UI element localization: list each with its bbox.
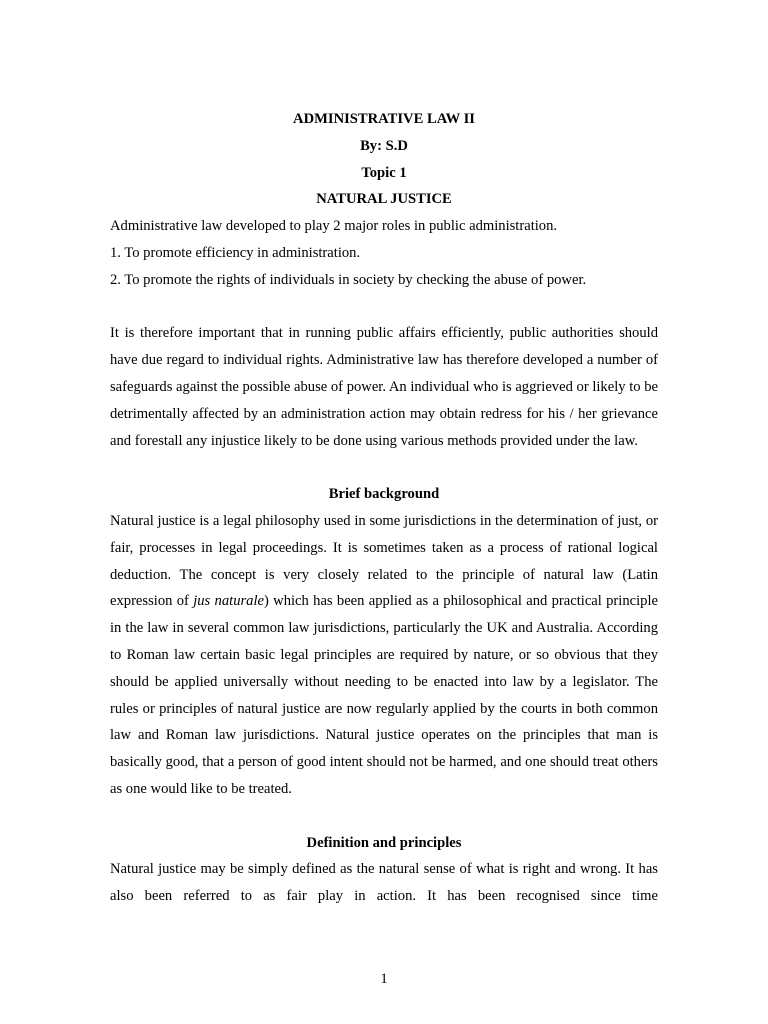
background-italic-term: jus naturale [193, 593, 264, 610]
background-text-part-1: Natural justice is a legal philosophy used in some jurisdictions in the determination of just, or fair, processes in legal proceedings. It is sometimes taken as a process of rational logical deduction. The concept is very closely related to the principle of natural law (Latin expression of [110, 512, 658, 610]
spacer [110, 803, 658, 830]
spacer [110, 454, 658, 481]
intro-lead: Administrative law developed to play 2 major roles in public administration. [110, 218, 558, 235]
page-number: 1 [380, 971, 388, 987]
definition-heading: Definition and principles [306, 834, 462, 851]
definition-paragraph: Natural justice may be simply defined as the natural sense of what is right and wrong. It has also been referred to as fair play in action. It has been recognised since time [110, 861, 658, 905]
course-title: ADMINISTRATIVE LAW II [293, 111, 475, 127]
page-content [110, 106, 658, 910]
role-item-1: 1. To promote efficiency in administration. [110, 244, 361, 261]
topic-title: NATURAL JUSTICE [316, 191, 452, 208]
background-heading: Brief background [328, 486, 440, 503]
role-item-2: 2. To promote the rights of individuals in society by checking the abuse of power. [110, 271, 587, 288]
intro-paragraph: It is therefore important that in running public affairs efficiently, public authorities should have due regard to individual rights. Administrative law has therefore developed a number of safeguards against the possible abuse of power. An individual who is aggrieved or likely to be detrimentally affected by an administration action may obtain redress for his / her grievance and forestall any injustice likely to be done using various methods provided under the law. [110, 325, 658, 449]
author-line: By: S.D [360, 137, 408, 154]
background-paragraph [110, 508, 658, 803]
spacer [110, 294, 658, 321]
topic-number: Topic 1 [361, 164, 407, 181]
background-text-part-2: ) which has been applied as a philosophical and practical principle in the law in several common law jurisdictions, particularly the UK and Australia. According to Roman law certain basic legal principles are required by nature, or so obvious that they should be applied universally without needing to be enacted into law by a legislator. The rules or principles of natural justice are now regularly applied by the courts in both common law and Roman law jurisdictions. Natural justice operates on the principles that man is basically good, that a person of good intent should not be harmed, and one should treat others as one would like to be treated. [110, 593, 659, 797]
